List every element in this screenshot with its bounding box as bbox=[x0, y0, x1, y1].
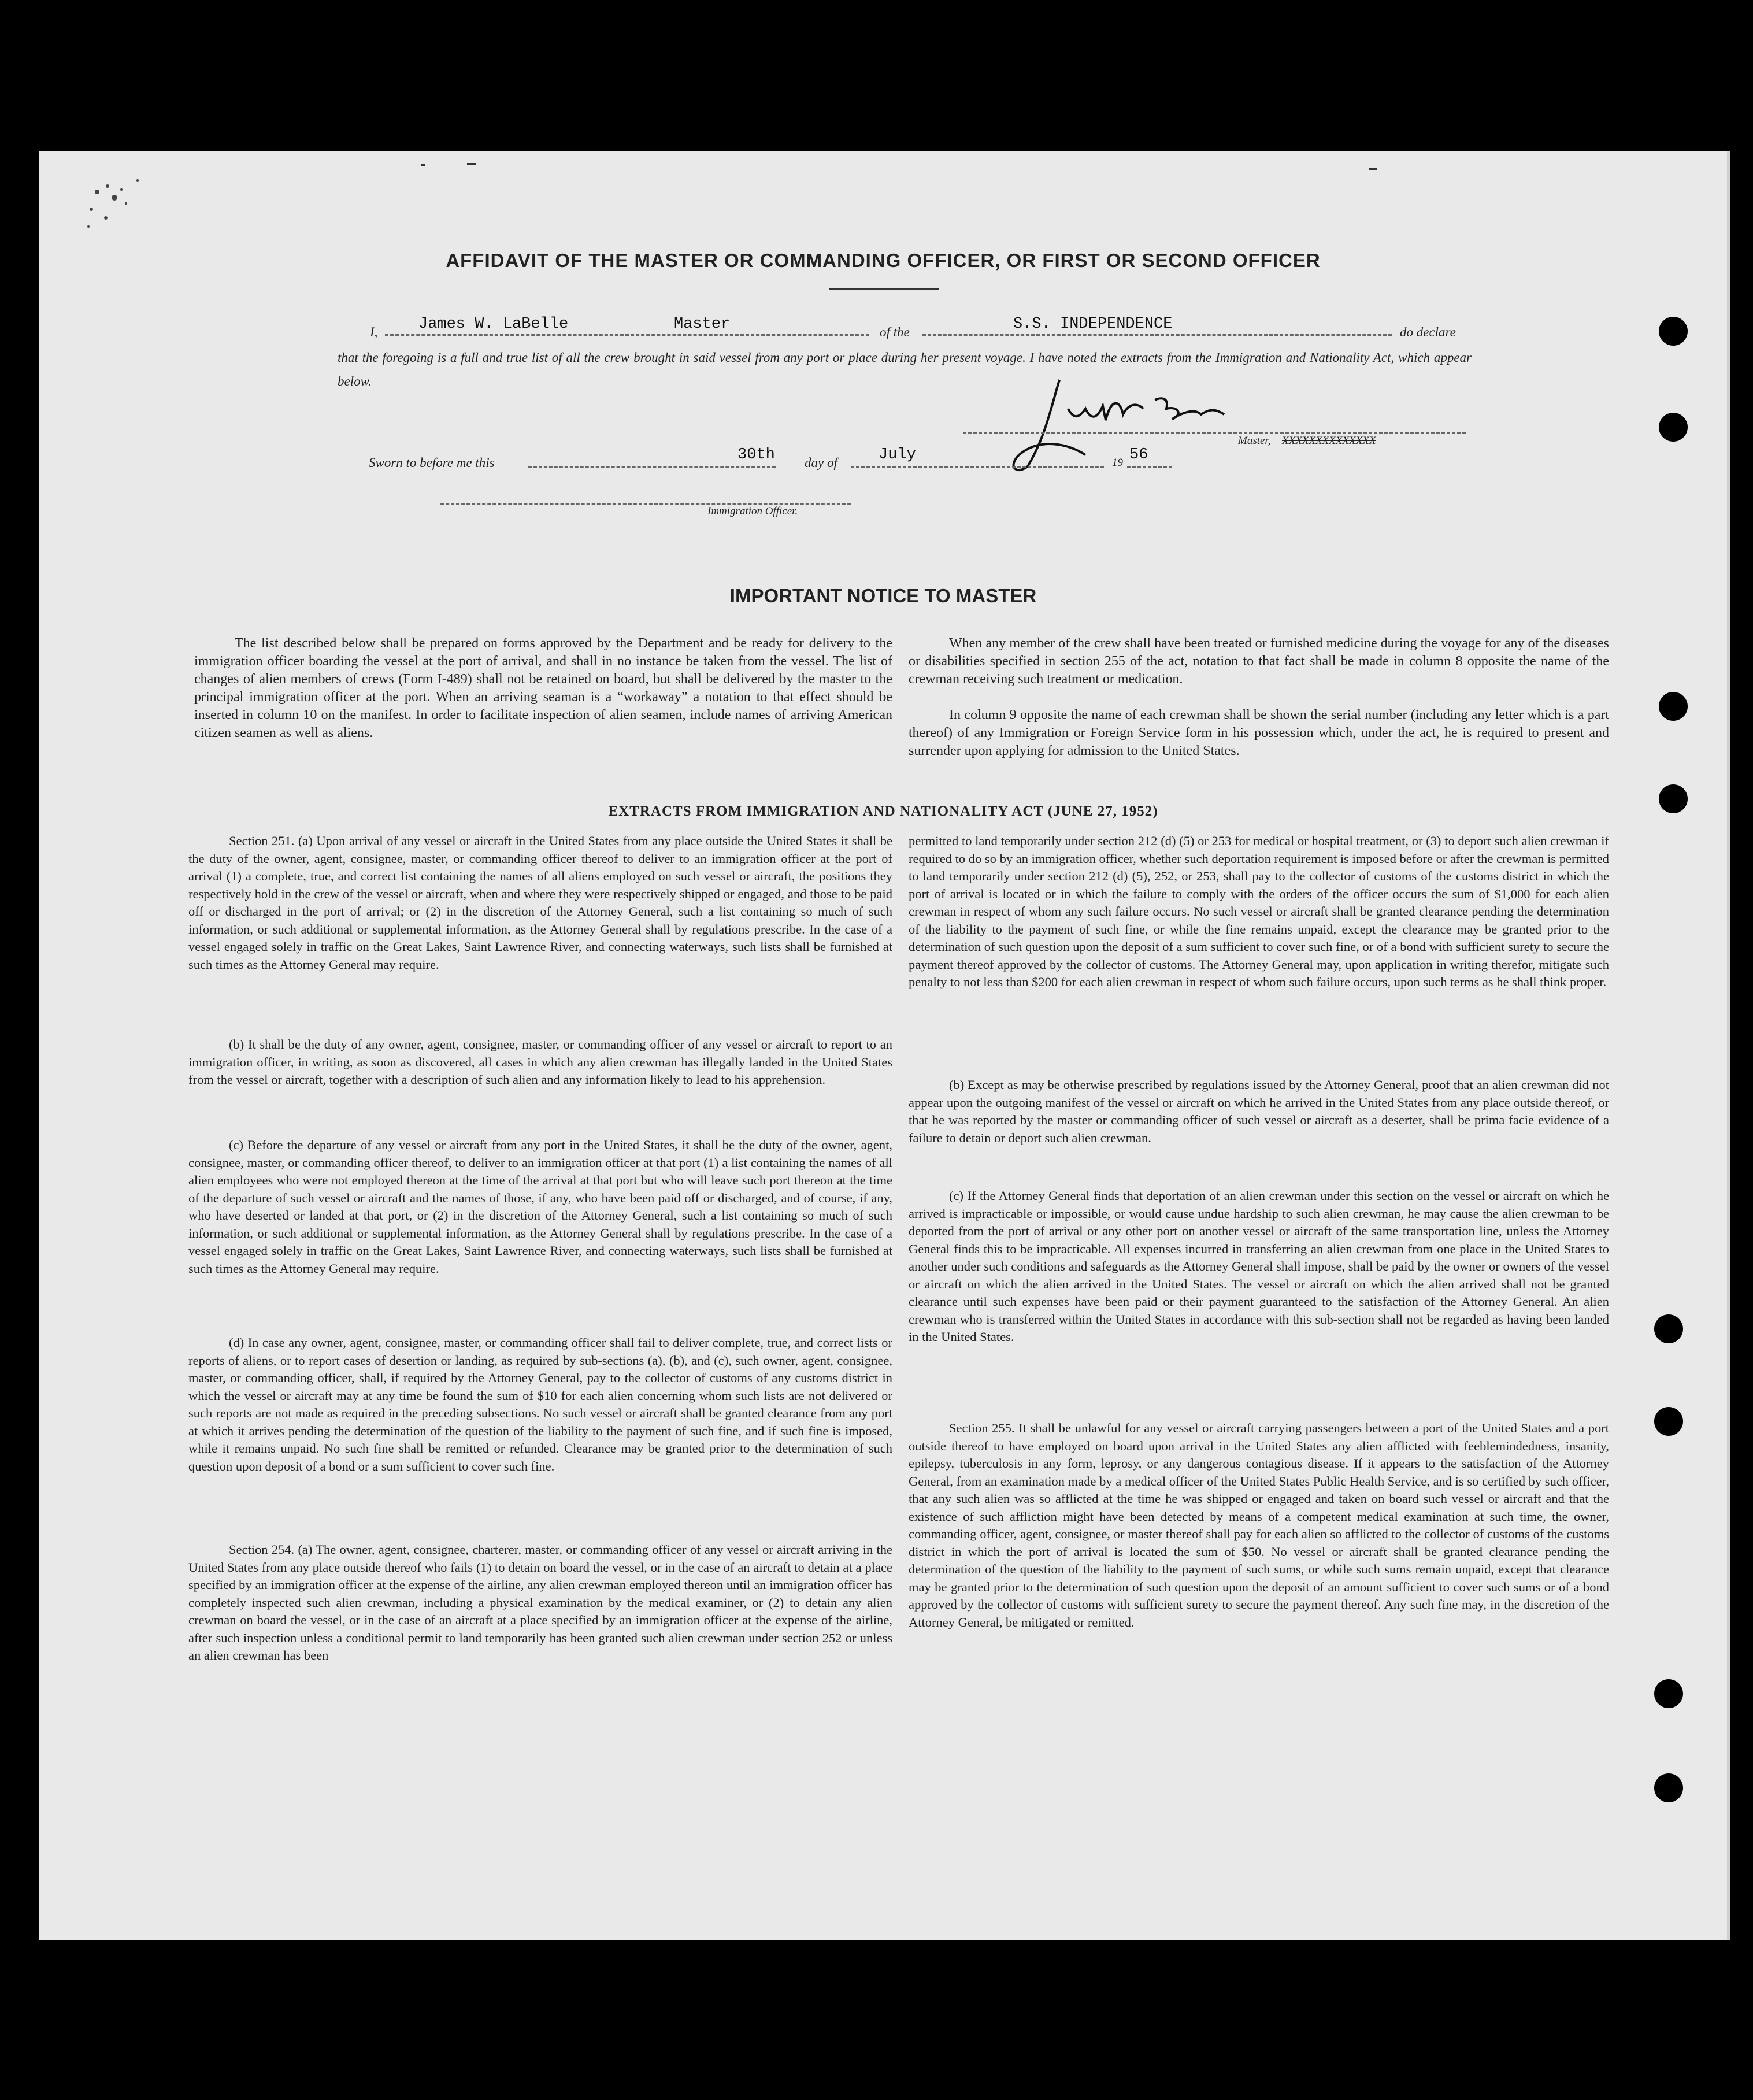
extract-section-254a-continued: permitted to land temporarily under section 212 (d) (5) or 253 for medical or hospital treatment, or (3) to deport such alien crewman if required to do so by an immigration officer, whether such deportation requirement is imposed before or after the crewman is permitted to land temporarily under section 212 (d) (5), 252, or 253, shall pay to the collector of customs of the customs district in which the port of arrival is located or in which the failure to comply with the orders of the officer occurs the sum of $1,000 for each alien crewman in respect of whom any such failure occurs. No such vessel or aircraft shall be granted clearance pending the determination of the liability to the payment of such fine, or while the fine remains unpaid, except the clearance may be granted prior to the determination of such question upon the deposit of a sum sufficient to cover such fine, or of a bond with sufficient surety to secure the payment thereof approved by the collector of customs. The Attorney General may, upon application in writing therefor, mitigate such penalty to not less than $200 for each alien crewman in respect of whom such failure occurs, upon such terms as he shall think proper. bbox=[909, 834, 1609, 989]
extract-section-254b: (b) Except as may be otherwise prescribed by regulations issued by the Attorney General, proof that an alien crewman did not appear upon the outgoing manifest of the vessel or aircraft on which he arrived in the United States from any place outside thereof, or that he was reported by the master or commanding officer of such vessel or aircraft as a deserter, shall be prima facie evidence of a failure to detain or deport such alien crewman. bbox=[909, 1077, 1609, 1145]
affidavit-title: AFFIDAVIT OF THE MASTER OR COMMANDING OFFICER, OR FIRST OR SECOND OFFICER bbox=[446, 250, 1321, 271]
master-struck-text: XXXXXXXXXXXXXX bbox=[1282, 435, 1376, 447]
binder-hole bbox=[1654, 1314, 1683, 1343]
master-label: Master, bbox=[1238, 435, 1271, 447]
sworn-day: 30th bbox=[737, 446, 775, 464]
extract-section-255: Section 255. It shall be unlawful for any vessel or aircraft carrying passengers between a port of the United States and a port outside thereof to have employed on board upon arrival in the United States any alien afflicted with feeblemindedness, insanity, epilepsy, tuberculosis in any form, leprosy, or any dangerous contagious disease. If it appears to the satisfaction of the Attorney General, from an examination made by a medical officer of the United States Public Health Service, and is so certified by such officer, that any such alien was so afflicted at the time he was shipped or engaged and taken on board such vessel or aircraft and that the existence of such affliction might have been detected by means of a competent medical examination at such time, the owner, commanding officer, agent, consignee, or master thereof shall pay for each alien so afflicted to the collector of customs of the customs district in which the port of arrival is located the sum of $50. No vessel or aircraft shall be granted clearance pending the determination of the question of the liability to the payment of such sums, or while such sums remain unpaid, except that clearance may be granted prior to the determination of such question upon the deposit of an amount sufficient to cover such sums or of a bond approved by the collector of customs with sufficient surety to secure the payment thereof. Any such fine may, in the discretion of the Attorney General, be mitigated or remitted. bbox=[909, 1421, 1609, 1629]
of-the-label: of the bbox=[880, 325, 910, 339]
notice-right-paragraph-2: In column 9 opposite the name of each crewman shall be shown the serial number (including any letter which is a part thereof) of any Immigration or Foreign Service form in his possession which, under the act, he is required to present and surrender upon applying for admission to the United States. bbox=[909, 708, 1609, 758]
declarant-rank: Master bbox=[674, 316, 731, 333]
extract-section-251c: (c) Before the departure of any vessel or aircraft from any port in the United States, it shall be the duty of the owner, agent, consignee, master, or commanding officer thereof, to deliver to an immigration officer at that port (1) a list containing the names of all alien employees who were not employed thereon at the time of the arrival at that port but who will leave such port thereon at the time of the departure of such vessel or aircraft and the names of those, if any, who have been paid off or discharged, and of course, if any, who have deserted or landed at that port, or (2) in the discretion of the Attorney General, such a list containing so much of such information, or such additional or supplemental information, as the Attorney General shall by regulations prescribe. In the case of a vessel engaged solely in traffic on the Great Lakes, Saint Lawrence River, and connecting waterways, such lists shall be furnished at such times as the Attorney General may require. bbox=[188, 1138, 892, 1276]
extracts-title: EXTRACTS FROM IMMIGRATION AND NATIONALITY ACT (JUNE 27, 1952) bbox=[608, 803, 1158, 819]
binder-hole bbox=[1659, 692, 1688, 721]
notice-right-paragraph-1: When any member of the crew shall have been treated or furnished medicine during the voyage for any of the diseases or disabilities specified in section 255 of the act, notation to that fact shall be made in column 8 opposite the name of the crewman receiving such treatment or medication. bbox=[909, 636, 1609, 687]
binder-hole bbox=[1654, 1679, 1683, 1708]
extract-section-254c: (c) If the Attorney General finds that deportation of an alien crewman under this section on the vessel or aircraft on which he arrived is impracticable or impossible, or would cause undue hardship to such alien crewman, he may cause the alien crewman to be deported from the port of arrival or any other port on another vessel or aircraft of the same transportation line, unless the Attorney General finds this to be impracticable. All expenses incurred in transferring an alien crewman from one place in the United States to another under such conditions and safeguards as the Attorney General shall impose, shall be paid by the owner or owners of the vessel or aircraft on which the alien arrived in the United States. The vessel or aircraft on which the alien arrived shall not be granted clearance until such expenses have been paid or their payment guaranteed to the satisfaction of the Attorney General. An alien crewman who is transferred within the United States in accordance with this sub-section shall not be regarded as having been landed in the United States. bbox=[909, 1188, 1609, 1344]
day-of-label: day of bbox=[805, 455, 837, 470]
document-page bbox=[39, 151, 1730, 1940]
stain-marks bbox=[80, 169, 161, 232]
title-rule bbox=[829, 288, 939, 290]
line-prefix: I, bbox=[370, 325, 378, 339]
binder-hole bbox=[1659, 317, 1688, 346]
notice-title: IMPORTANT NOTICE TO MASTER bbox=[729, 585, 1037, 606]
sworn-year: 56 bbox=[1129, 446, 1148, 464]
binder-hole bbox=[1654, 1407, 1683, 1436]
binder-hole bbox=[1654, 1773, 1683, 1802]
declaration-statement: that the foregoing is a full and true list of all the crew brought in said vessel from any port or place during her present voyage. I have noted the extracts from the Immigration and Nationality Act, which appear below. bbox=[338, 350, 1472, 388]
declarant-name: James W. LaBelle bbox=[418, 316, 569, 333]
binder-hole bbox=[1659, 413, 1688, 442]
sworn-month: July bbox=[879, 446, 916, 464]
extract-section-251d: (d) In case any owner, agent, consignee, master, or commanding officer shall fail to deliver complete, true, and correct lists or reports of aliens, or to report cases of desertion or landing, as required by sub-sections (a), (b), and (c), such owner, agent, consignee, master, or commanding officer, shall, if required by the Attorney General, pay to the collector of customs of any customs district in which the vessel or aircraft may at any time be found the sum of $10 for each alien concerning whom such lists are not delivered or such reports are not made as required in the preceding subsections. No such vessel or aircraft shall be granted clearance from any port at which it arrives pending the determination of the question of the liability to the payment of such fine, and if such fine is imposed, while it remains unpaid. No such fine shall be remitted or refunded. Clearance may be granted prior to the determination of such question upon deposit of a bond or a sum sufficient to cover such fine. bbox=[188, 1335, 892, 1473]
vessel-name: S.S. INDEPENDENCE bbox=[1013, 316, 1173, 333]
extract-section-254a: Section 254. (a) The owner, agent, consignee, charterer, master, or commanding officer of any vessel or aircraft arriving in the United States from any place outside thereof who fails (1) to detain on board the vessel, or in the case of an aircraft to detain at a place specified by an immigration officer at the expense of the airline, any alien crewman employed thereon until an immigration officer has completely inspected such alien crewman, including a physical examination by the medical examiner, or (2) to detain any alien crewman on board the vessel, or in the case of an aircraft at a place specified by an immigration officer at the expense of the airline, after such inspection unless a conditional permit to land temporarily has been granted such alien crewman under section 252 or unless an alien crewman has been bbox=[188, 1542, 892, 1662]
extract-section-251a: Section 251. (a) Upon arrival of any vessel or aircraft in the United States from any place outside the United States it shall be the duty of the owner, agent, consignee, master, or commanding officer thereof to deliver to an immigration officer at the port of arrival (1) a complete, true, and correct list containing the names of all aliens employed on such vessel or aircraft, the positions they respectively hold in the crew of the vessel or aircraft, when and where they were respectively shipped or engaged, and those to be paid off or discharged in the port of arrival; or (2) in the discretion of the Attorney General, such a list containing so much of such information, or such additional or supplemental information, as the Attorney General shall by regulations prescribe. In the case of a vessel engaged solely in traffic on the Great Lakes, Saint Lawrence River, and connecting waterways, such lists shall be furnished at such times as the Attorney General may require. bbox=[188, 834, 892, 972]
sworn-label: Sworn to before me this bbox=[369, 455, 495, 470]
immigration-officer-label: Immigration Officer. bbox=[707, 505, 798, 517]
notice-left-paragraph: The list described below shall be prepared on forms approved by the Department and be ready for delivery to the immigration officer boarding the vessel at the port of arrival, and shall in no instance be taken from the vessel. The list of changes of alien members of crews (Form I-489) shall not be retained on board, but shall be delivered by the master to the principal immigration officer at the port. When an arriving seaman is a “workaway” a notation to that effect should be inserted in column 10 on the manifest. In order to facilitate inspection of alien seamen, include names of arriving American citizen seamen as well as aliens. bbox=[194, 636, 892, 740]
year-prefix: 19 bbox=[1112, 457, 1123, 469]
extract-section-251b: (b) It shall be the duty of any owner, agent, consignee, master, or commanding officer of any vessel or aircraft to report to an immigration officer, in writing, as soon as discovered, all cases in which any alien crewman has illegally landed in the United States from the vessel or aircraft, together with a description of such alien and any information likely to lead to his apprehension. bbox=[188, 1037, 892, 1087]
do-declare-label: do declare bbox=[1400, 325, 1456, 339]
